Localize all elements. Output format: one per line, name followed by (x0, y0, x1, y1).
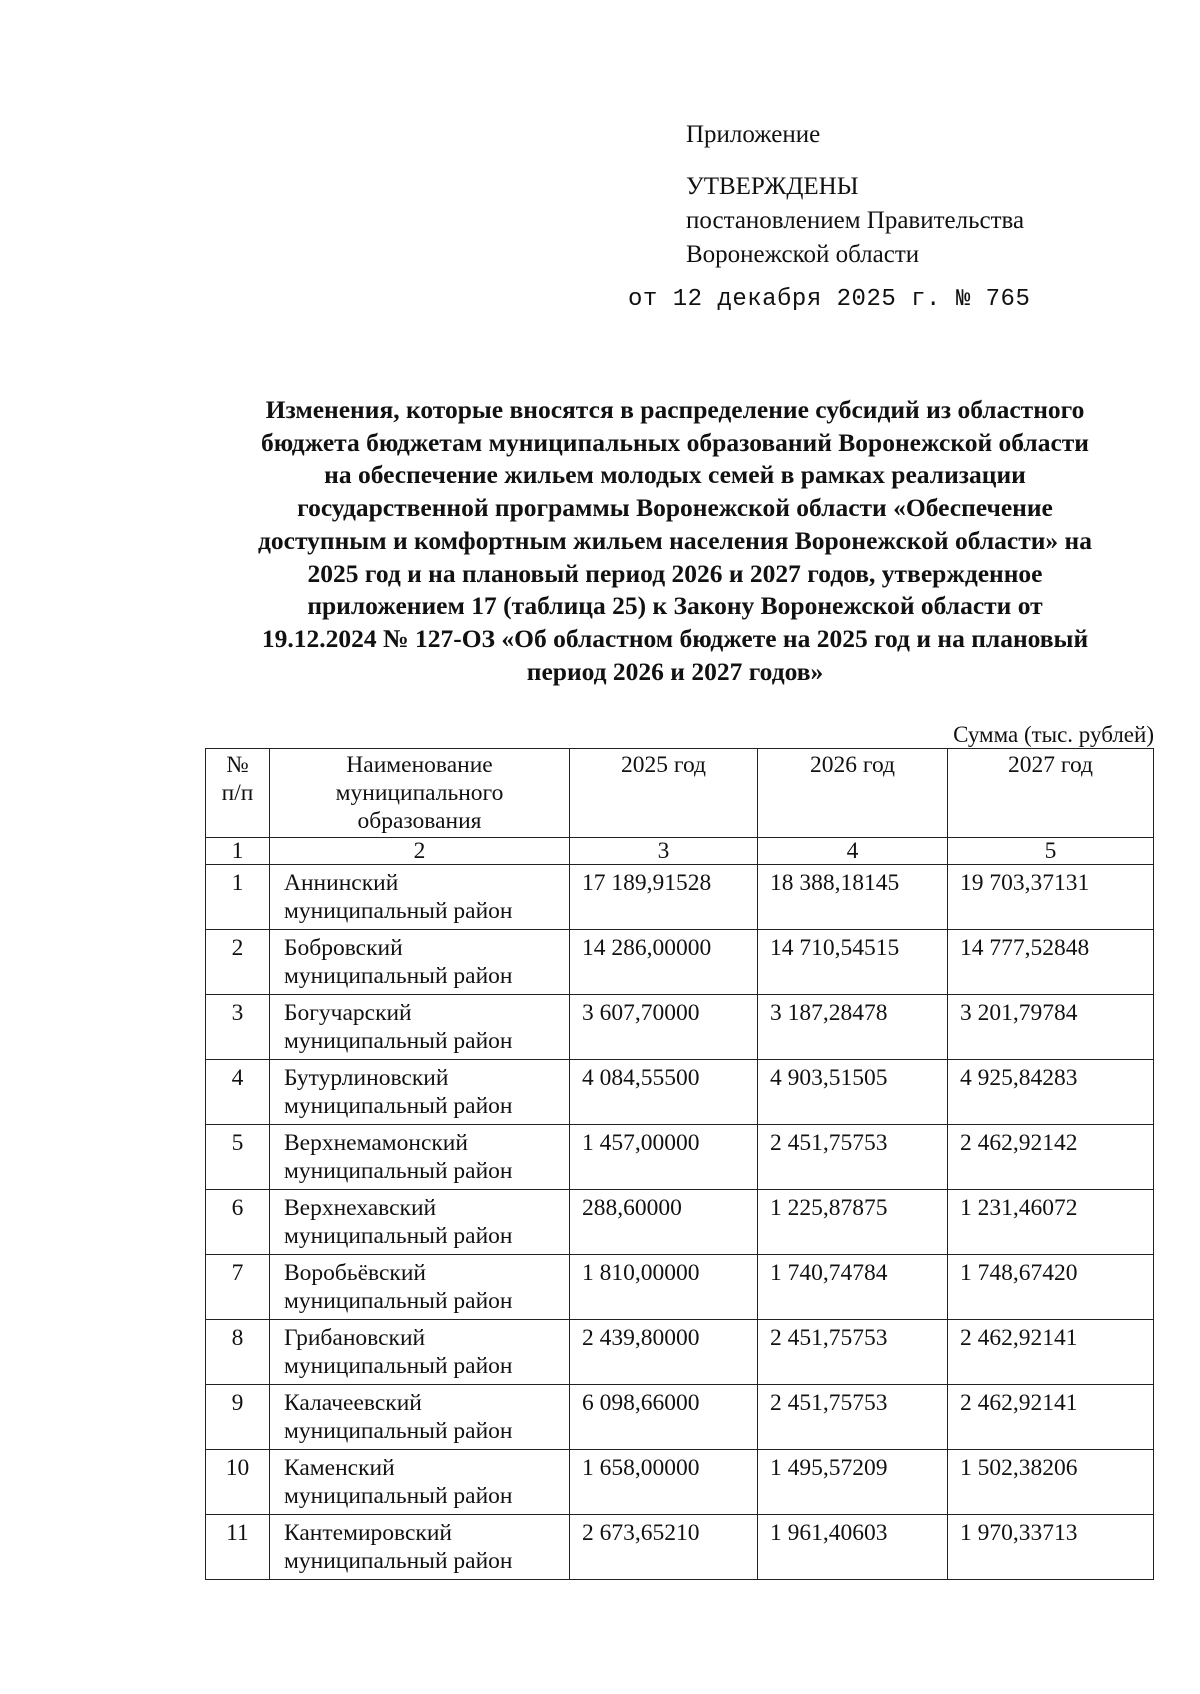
spacer (686, 152, 1024, 170)
value-2026: 18 388,18145 (758, 865, 948, 930)
value-2026: 1 495,57209 (758, 1450, 948, 1515)
municipality-cell (270, 1060, 570, 1125)
title-line: Изменения, которые вносятся в распределение субсидий из областного (265, 395, 1085, 424)
table-row (206, 1060, 1154, 1125)
municipality-cell (270, 1125, 570, 1190)
municipality-type: муниципальный район (284, 1093, 513, 1119)
table-row (206, 1320, 1154, 1385)
column-index: 3 (570, 838, 758, 865)
value-2025: 1 658,00000 (570, 1450, 758, 1515)
value-2025: 3 607,70000 (570, 995, 758, 1060)
value-2027: 2 462,92141 (948, 1385, 1154, 1450)
decree-reference: от 12 декабря 2025 г. № 765 (628, 286, 1031, 313)
value-2026: 3 187,28478 (758, 995, 948, 1060)
title-line: бюджета бюджетам муниципальных образований Воронежской области (261, 427, 1089, 457)
value-2027: 4 925,84283 (948, 1060, 1154, 1125)
table-row (206, 1385, 1154, 1450)
table-header-row (206, 749, 1154, 838)
header-num-line2: п/п (221, 780, 254, 806)
value-2025: 2 439,80000 (570, 1320, 758, 1385)
subsidy-table (205, 748, 1154, 1580)
municipality-type: муниципальный район (284, 1028, 513, 1054)
municipality-name: Грибановский (284, 1325, 426, 1351)
municipality-cell (270, 1320, 570, 1385)
table-row (206, 995, 1154, 1060)
value-2025: 17 189,91528 (570, 865, 758, 930)
row-number: 8 (206, 1320, 270, 1385)
header-num (206, 749, 270, 838)
municipality-name: Бобровский (284, 935, 403, 961)
approved-by-line2: Воронежской области (686, 241, 920, 268)
header-name-line1: Наименование (346, 752, 493, 778)
value-2027: 2 462,92141 (948, 1320, 1154, 1385)
municipality-type: муниципальный район (284, 898, 513, 924)
value-2026: 2 451,75753 (758, 1125, 948, 1190)
row-number: 2 (206, 930, 270, 995)
row-number: 4 (206, 1060, 270, 1125)
header-2026: 2026 год (758, 749, 948, 838)
municipality-type: муниципальный район (284, 1158, 513, 1184)
title-line: доступным и комфортным жильем населения Воронежской области» на (258, 525, 1092, 555)
row-number: 7 (206, 1255, 270, 1320)
value-2026: 1 740,74784 (758, 1255, 948, 1320)
row-number: 10 (206, 1450, 270, 1515)
header-2025: 2025 год (570, 749, 758, 838)
header-2027: 2027 год (948, 749, 1154, 838)
municipality-name: Воробьёвский (284, 1260, 426, 1286)
header-num-line1: № (226, 752, 249, 778)
row-number: 6 (206, 1190, 270, 1255)
row-number: 11 (206, 1515, 270, 1580)
municipality-name: Аннинский (284, 870, 399, 896)
approved-label: УТВЕРЖДЕНЫ (686, 173, 859, 200)
municipality-type: муниципальный район (284, 1223, 513, 1249)
value-2027: 14 777,52848 (948, 930, 1154, 995)
table-row (206, 930, 1154, 995)
value-2025: 6 098,66000 (570, 1385, 758, 1450)
value-2026: 1 961,40603 (758, 1515, 948, 1580)
row-number: 3 (206, 995, 270, 1060)
header-name-line2: муниципального (335, 780, 504, 806)
municipality-type: муниципальный район (284, 1353, 513, 1379)
municipality-cell (270, 865, 570, 930)
title-line: приложением 17 (таблица 25) к Закону Воронежской области от (307, 591, 1043, 621)
municipality-name: Богучарский (284, 1000, 412, 1026)
municipality-name: Верхнемамонский (284, 1130, 468, 1156)
municipality-cell (270, 1255, 570, 1320)
municipality-name: Бутурлиновский (284, 1065, 449, 1091)
column-index: 4 (758, 838, 948, 865)
header-name-line3: образования (357, 808, 482, 834)
municipality-type: муниципальный район (284, 963, 513, 989)
municipality-cell (270, 1515, 570, 1580)
column-index: 1 (206, 838, 270, 865)
table-row (206, 1125, 1154, 1190)
value-2027: 2 462,92142 (948, 1125, 1154, 1190)
approval-block (686, 118, 1024, 272)
municipality-cell (270, 1190, 570, 1255)
value-2025: 4 084,55500 (570, 1060, 758, 1125)
document-title (200, 394, 1150, 688)
municipality-name: Каменский (284, 1455, 395, 1481)
value-2027: 19 703,37131 (948, 865, 1154, 930)
value-2026: 2 451,75753 (758, 1320, 948, 1385)
value-2025: 1 810,00000 (570, 1255, 758, 1320)
municipality-type: муниципальный район (284, 1418, 513, 1444)
value-2027: 1 502,38206 (948, 1450, 1154, 1515)
municipality-type: муниципальный район (284, 1288, 513, 1314)
municipality-type: муниципальный район (284, 1548, 513, 1574)
value-2026: 1 225,87875 (758, 1190, 948, 1255)
title-line: 2025 год и на плановый период 2026 и 2027 годов, утвержденное (307, 558, 1043, 588)
table-row (206, 1515, 1154, 1580)
appendix-label: Приложение (686, 121, 821, 148)
units-label: Сумма (тыс. рублей) (953, 722, 1154, 747)
table-row (206, 865, 1154, 930)
municipality-type: муниципальный район (284, 1483, 513, 1509)
table-row (206, 1450, 1154, 1515)
value-2026: 4 903,51505 (758, 1060, 948, 1125)
value-2025: 1 457,00000 (570, 1125, 758, 1190)
value-2027: 3 201,79784 (948, 995, 1154, 1060)
value-2025: 14 286,00000 (570, 930, 758, 995)
row-number: 1 (206, 865, 270, 930)
table-row (206, 1255, 1154, 1320)
title-line: 19.12.2024 № 127-ОЗ «Об областном бюджете на 2025 год и на плановый (261, 623, 1089, 653)
value-2025: 2 673,65210 (570, 1515, 758, 1580)
value-2026: 2 451,75753 (758, 1385, 948, 1450)
municipality-name: Калачеевский (284, 1390, 422, 1416)
title-line: на обеспечение жильем молодых семей в рамках реализации (324, 460, 1026, 490)
municipality-name: Верхнехавский (284, 1195, 437, 1221)
row-number: 5 (206, 1125, 270, 1190)
approved-by-line1: постановлением Правительства (686, 207, 1025, 234)
title-line: государственной программы Воронежской области «Обеспечение (297, 493, 1053, 523)
municipality-cell (270, 930, 570, 995)
row-number: 9 (206, 1385, 270, 1450)
value-2026: 14 710,54515 (758, 930, 948, 995)
column-index: 5 (948, 838, 1154, 865)
municipality-cell (270, 1450, 570, 1515)
value-2027: 1 970,33713 (948, 1515, 1154, 1580)
value-2027: 1 748,67420 (948, 1255, 1154, 1320)
column-index: 2 (270, 838, 570, 865)
table-row (206, 1190, 1154, 1255)
header-name (270, 749, 570, 838)
municipality-cell (270, 995, 570, 1060)
municipality-name: Кантемировский (284, 1520, 452, 1546)
value-2027: 1 231,46072 (948, 1190, 1154, 1255)
value-2025: 288,60000 (570, 1190, 758, 1255)
title-line: период 2026 и 2027 годов» (526, 656, 824, 686)
column-index-row (206, 838, 1154, 865)
municipality-cell (270, 1385, 570, 1450)
